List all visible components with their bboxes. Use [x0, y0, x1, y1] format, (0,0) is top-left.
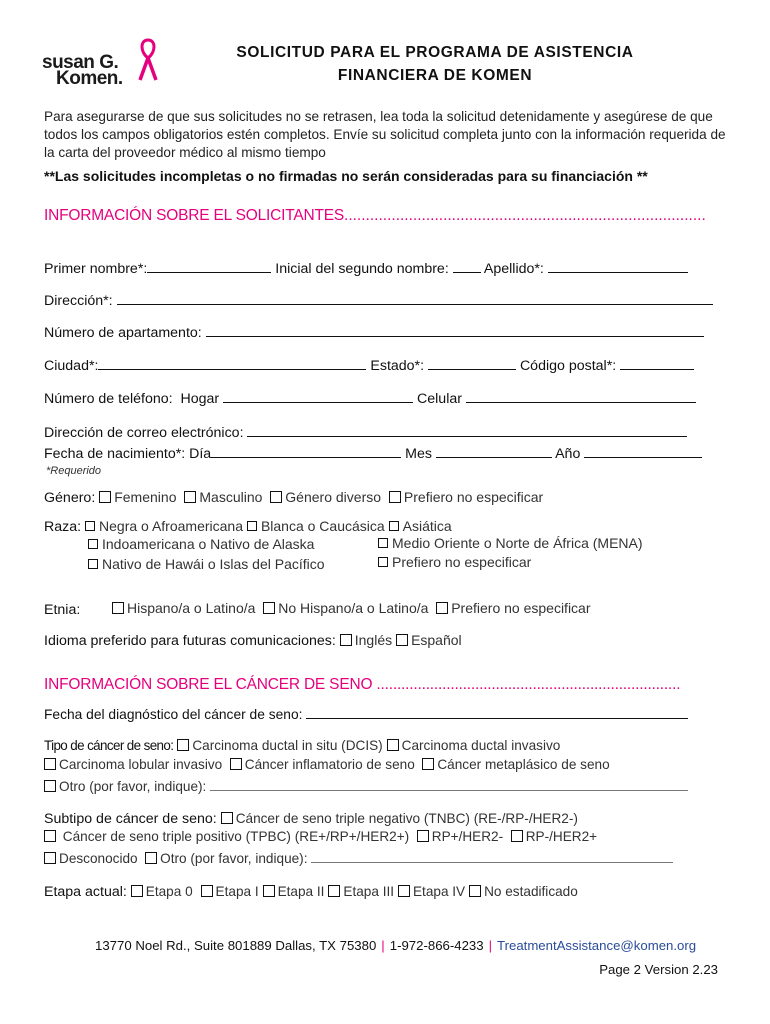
- applicant-section-title: INFORMACIÓN SOBRE EL SOLICITANTES....................................................................................: [44, 207, 706, 224]
- language-checkbox-english[interactable]: [340, 634, 352, 646]
- footer-separator: |: [488, 938, 493, 953]
- race-checkbox-white[interactable]: [247, 521, 257, 531]
- required-note: *Requerido: [46, 465, 102, 477]
- title-line1: SOLICITUD PARA EL PROGRAMA DE ASISTENCIA: [236, 44, 634, 61]
- race-label: Raza: [44, 519, 78, 535]
- apartment-label: Número de apartamento:: [44, 325, 202, 341]
- type-option-other: Otro (por favor, indique):: [59, 779, 207, 794]
- footer-separator: |: [381, 938, 385, 953]
- gender-option-female: Femenino: [114, 489, 177, 505]
- first-name-label: Primer nombre*:: [44, 261, 148, 277]
- type-checkbox-other[interactable]: [44, 780, 56, 792]
- city-row: [44, 355, 694, 374]
- diagnosis-date-field[interactable]: [306, 704, 688, 719]
- stage-checkbox-0[interactable]: [131, 885, 143, 897]
- race-option-black: Negra o Afroamericana: [99, 518, 243, 534]
- stage-option-2: Etapa II: [277, 884, 325, 899]
- type-checkbox-ilc[interactable]: [44, 758, 56, 770]
- cancer-type-row3: [44, 776, 688, 794]
- language-checkbox-spanish[interactable]: [396, 634, 408, 646]
- stage-checkbox-1[interactable]: [201, 885, 213, 897]
- applicant-section-label: INFORMACIÓN SOBRE EL SOLICITANTES: [44, 207, 345, 224]
- footer-email-link[interactable]: TreatmentAssistance@komen.org: [497, 938, 697, 953]
- ethnicity-label: Etnia:: [44, 602, 81, 618]
- subtype-row1: [44, 811, 578, 827]
- page-version: Page 2 Version 2.23: [599, 962, 718, 977]
- race-option-white: Blanca o Caucásica: [260, 518, 385, 534]
- subtype-checkbox-rp-pos[interactable]: [417, 830, 429, 842]
- first-name-field[interactable]: [147, 258, 271, 273]
- race-option-mena-row: [378, 535, 643, 551]
- phone-label: Número de teléfono:: [44, 391, 173, 407]
- birth-row: [44, 443, 702, 462]
- home-label: Hogar: [180, 391, 220, 407]
- race-checkbox-asian[interactable]: [389, 521, 399, 531]
- subtype-checkbox-tnbc[interactable]: [221, 812, 233, 824]
- type-checkbox-inflammatory[interactable]: [230, 758, 242, 770]
- birth-day-field[interactable]: [211, 443, 401, 458]
- ethnicity-checkbox-non-hispanic[interactable]: [263, 602, 275, 614]
- ethnicity-options: [112, 600, 591, 616]
- race-option-asian: Asiática: [402, 518, 452, 534]
- address-field[interactable]: [117, 290, 713, 305]
- subtype-option-other: Otro (por favor, indique):: [160, 851, 308, 866]
- race-option-hawaiian: Nativo de Hawái o Islas del Pacífico: [102, 556, 325, 572]
- stage-checkbox-4[interactable]: [398, 885, 410, 897]
- stage-option-4: Etapa IV: [412, 884, 466, 899]
- pink-ribbon-icon: [136, 38, 160, 82]
- type-option-idc: Carcinoma ductal invasivo: [401, 738, 561, 753]
- gender-checkbox-female[interactable]: [99, 491, 111, 503]
- race-option-hawaiian-row: [88, 556, 325, 572]
- cancer-type-row2: [44, 757, 610, 772]
- name-row: [44, 258, 688, 277]
- language-label: Idioma preferido para futuras comunicaciones:: [44, 633, 336, 649]
- subtype-option-rp-pos: RP+/HER2-: [431, 829, 504, 844]
- race-option-native-american: Indoamericana o Nativo de Alaska: [102, 536, 315, 552]
- gender-row: [44, 489, 543, 506]
- stage-option-unstaged: No estadificado: [484, 884, 578, 899]
- stage-option-3: Etapa III: [343, 884, 395, 899]
- email-field[interactable]: [247, 422, 687, 437]
- subtype-row3: [44, 848, 673, 866]
- race-checkbox-mena[interactable]: [378, 538, 388, 548]
- race-option-unspecified-row: [378, 554, 531, 570]
- address-label: Dirección*:: [44, 293, 113, 309]
- stage-label: Etapa actual:: [44, 884, 127, 900]
- type-checkbox-idc[interactable]: [387, 739, 399, 751]
- stage-option-1: Etapa I: [215, 884, 259, 899]
- cancer-section-title: INFORMACIÓN SOBRE EL CÁNCER DE SENO ..........................................................................: [44, 676, 681, 693]
- stage-row: [44, 884, 578, 900]
- subtype-option-tnbc: Cáncer de seno triple negativo (TNBC) (RE-/RP-/HER2-): [235, 811, 578, 826]
- race-option-mena: Medio Oriente o Norte de África (MENA): [392, 535, 643, 551]
- race-checkbox-native-american[interactable]: [88, 539, 98, 549]
- race-option-unspecified: Prefiero no especificar: [392, 554, 532, 570]
- stage-checkbox-unstaged[interactable]: [469, 885, 481, 897]
- middle-initial-label: Inicial del segundo nombre:: [275, 261, 449, 277]
- subtype-option-unknown: Desconocido: [59, 851, 138, 866]
- apartment-field[interactable]: [206, 322, 704, 337]
- subtype-option-tpbc: Cáncer de seno triple positivo (TPBC) (RE+/RP+/HER2+): [62, 829, 410, 844]
- city-field[interactable]: [98, 355, 366, 370]
- gender-option-unspecified: Prefiero no especificar: [403, 489, 544, 505]
- ethnicity-option-unspecified: Prefiero no especificar: [451, 600, 591, 616]
- footer: [95, 938, 696, 953]
- race-checkbox-black[interactable]: [85, 521, 95, 531]
- logo-line1: susan G.: [42, 52, 119, 73]
- stage-checkbox-3[interactable]: [328, 885, 340, 897]
- logo-line2: Komen.: [56, 68, 123, 89]
- type-option-ilc: Carcinoma lobular invasivo: [59, 757, 223, 772]
- birth-month-field[interactable]: [436, 443, 552, 458]
- language-option-english: Inglés: [354, 632, 393, 648]
- birth-year-label: Año: [555, 446, 581, 462]
- email-label: Dirección de correo electrónico:: [44, 425, 244, 441]
- ethnicity-option-non-hispanic: No Hispano/a o Latino/a: [278, 600, 429, 616]
- zip-field[interactable]: [620, 355, 694, 370]
- zip-label: Código postal*:: [519, 358, 617, 374]
- subtype-label: Subtipo de cáncer de seno:: [44, 811, 217, 827]
- type-option-dcis: Carcinoma ductal in situ (DCIS): [192, 738, 383, 753]
- type-checkbox-metaplastic[interactable]: [422, 758, 434, 770]
- apartment-row: [44, 322, 704, 341]
- cancer-section-label: INFORMACIÓN SOBRE EL CÁNCER DE SENO: [44, 676, 373, 693]
- birth-month-label: Mes: [405, 446, 432, 462]
- ethnicity-row: [44, 602, 80, 618]
- race-checkbox-hawaiian[interactable]: [88, 559, 98, 569]
- type-option-metaplastic: Cáncer metaplásico de seno: [437, 757, 610, 772]
- footer-address: 13770 Noel Rd., Suite 801889 Dallas, TX 75380: [95, 938, 377, 953]
- subtype-checkbox-unknown[interactable]: [44, 852, 56, 864]
- subtype-checkbox-rp-neg[interactable]: [511, 830, 523, 842]
- stage-option-0: Etapa 0: [145, 884, 193, 899]
- email-row: [44, 422, 687, 441]
- cell-phone-field[interactable]: [466, 388, 696, 403]
- subtype-checkbox-tpbc[interactable]: [44, 830, 56, 842]
- ethnicity-checkbox-hispanic[interactable]: [112, 602, 124, 614]
- gender-option-diverse: Género diverso: [285, 489, 382, 505]
- gender-checkbox-diverse[interactable]: [270, 491, 282, 503]
- ethnicity-checkbox-unspecified[interactable]: [436, 602, 448, 614]
- subtype-option-rp-neg: RP-/HER2+: [525, 829, 598, 844]
- race-row1: Raza: Negra o Afroamericana Blanca o Caucásica Asiática: [44, 518, 452, 535]
- warning-text: **Las solicitudes incompletas o no firmadas no serán consideradas para su financiación **: [44, 168, 648, 184]
- language-option-spanish: Español: [411, 632, 462, 648]
- state-label: Estado*:: [370, 358, 425, 374]
- type-other-field[interactable]: [210, 776, 688, 791]
- gender-checkbox-unspecified[interactable]: [389, 491, 401, 503]
- phone-row: [44, 388, 696, 407]
- type-checkbox-dcis[interactable]: [177, 739, 189, 751]
- form-title: [190, 41, 680, 87]
- type-option-inflammatory: Cáncer inflamatorio de seno: [244, 757, 415, 772]
- subtype-row2: [44, 829, 597, 844]
- city-label: Ciudad*:: [44, 358, 99, 374]
- birth-day-label: Fecha de nacimiento*: Día: [44, 446, 212, 462]
- birth-year-field[interactable]: [584, 443, 702, 458]
- cancer-type-row1: [44, 738, 560, 754]
- subtype-checkbox-other[interactable]: [145, 852, 157, 864]
- diagnosis-date-label: Fecha del diagnóstico del cáncer de seno:: [44, 707, 303, 722]
- ethnicity-option-hispanic: Hispano/a o Latino/a: [127, 600, 256, 616]
- race-option-native-american-row: [88, 536, 314, 552]
- state-field[interactable]: [428, 355, 516, 370]
- gender-label: Género:: [44, 490, 96, 506]
- gender-option-male: Masculino: [199, 489, 263, 505]
- last-name-label: Apellido*:: [483, 261, 544, 277]
- middle-initial-field[interactable]: [453, 258, 481, 273]
- cell-label: Celular: [417, 391, 462, 407]
- stage-checkbox-2[interactable]: [263, 885, 275, 897]
- gender-checkbox-male[interactable]: [184, 491, 196, 503]
- footer-phone: 1-972-866-4233: [389, 938, 484, 953]
- home-phone-field[interactable]: [223, 388, 413, 403]
- title-line2: FINANCIERA DE KOMEN: [337, 67, 533, 84]
- komen-logo: [42, 38, 162, 90]
- intro-text: Para asegurarse de que sus solicitudes no se retrasen, lea toda la solicitud detenidamente y asegúrese de que todos los campos obligatorios estén completos. Envíe su solicitud completa junto con la información requerida de la carta del proveedor médico al mismo tiempo: [44, 109, 726, 160]
- address-row: [44, 290, 713, 309]
- subtype-other-field[interactable]: [311, 848, 673, 863]
- last-name-field[interactable]: [548, 258, 688, 273]
- cancer-type-label: Tipo de cáncer de seno:: [44, 738, 174, 753]
- diagnosis-date-row: [44, 704, 688, 722]
- language-row: [44, 632, 462, 649]
- race-checkbox-unspecified[interactable]: [378, 557, 388, 567]
